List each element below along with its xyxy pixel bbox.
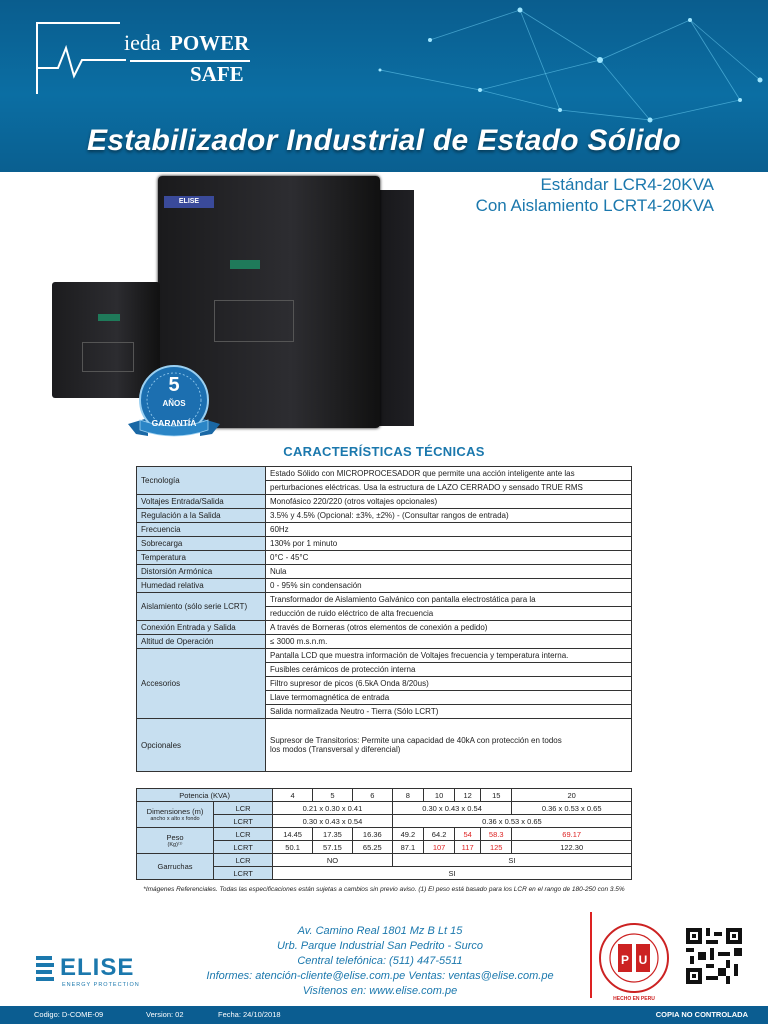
peso-cell: 117 [455, 841, 481, 854]
garruchas-label: Garruchas [137, 854, 214, 880]
spec-row [137, 509, 632, 523]
hecho-en-peru-seal-icon [596, 922, 672, 994]
spec-label: Voltajes Entrada/Salida [137, 495, 266, 509]
power-row [137, 802, 632, 815]
spec-value: ≤ 3000 m.s.n.m. [266, 635, 632, 649]
product-brand-plate: ELISE [164, 196, 214, 208]
qr-code-icon[interactable] [686, 928, 742, 984]
spec-value: Llave termomagnética de entrada [266, 691, 632, 705]
dim-label-cell [137, 802, 214, 828]
peso-cell: 107 [423, 841, 454, 854]
svg-text:P: P [620, 953, 630, 967]
spec-label: Tecnología [137, 467, 266, 495]
dim-cell: 0.21 x 0.30 x 0.41 [273, 802, 393, 815]
spec-row [137, 635, 632, 649]
kva-cell: 20 [512, 789, 632, 802]
power-table [136, 788, 632, 880]
spec-label: Regulación a la Salida [137, 509, 266, 523]
section-title: CARACTERÍSTICAS TÉCNICAS [283, 444, 485, 459]
dim-cell: 0.30 x 0.43 x 0.54 [273, 815, 393, 828]
elise-tagline: ENERGY PROTECTION [62, 982, 140, 988]
spec-row [137, 523, 632, 537]
spec-label: Frecuencia [137, 523, 266, 537]
peso-cell: 16.36 [352, 828, 392, 841]
spec-value: Filtro supresor de picos (6.5kA Onda 8/20us) [266, 677, 632, 691]
power-row [137, 828, 632, 841]
spec-row [137, 579, 632, 593]
kva-cell: 15 [481, 789, 512, 802]
spec-label: Conexión Entrada y Salida [137, 621, 266, 635]
spec-row [137, 551, 632, 565]
garr-cell: SI [273, 867, 632, 880]
dim-sub: ancho x alto x fondo [150, 816, 200, 822]
model-lcrt: LCRT [214, 841, 273, 854]
spec-value [266, 719, 632, 772]
spec-row [137, 621, 632, 635]
subtitle-standard: Estándar LCR4-20KVA [540, 175, 714, 194]
spec-table [136, 466, 632, 772]
peso-cell: 122.30 [512, 841, 632, 854]
svg-text:U: U [638, 953, 648, 967]
kva-cell: 6 [352, 789, 392, 802]
doc-status: COPIA NO CONTROLADA [655, 1010, 748, 1019]
warranty-years: 5 [168, 374, 180, 396]
spec-label: Sobrecarga [137, 537, 266, 551]
kva-cell: 4 [273, 789, 313, 802]
spec-value: 130% por 1 minuto [266, 537, 632, 551]
spec-row [137, 495, 632, 509]
spec-value: Monofásico 220/220 (otros voltajes opcionales) [266, 495, 632, 509]
phone-line: Central telefónica: (511) 447-5511 [297, 955, 463, 967]
product-label [214, 300, 294, 342]
dim-cell: 0.36 x 0.53 x 0.65 [392, 815, 631, 828]
spec-value: Fusibles cerámicos de protección interna [266, 663, 632, 677]
peso-cell: 54 [455, 828, 481, 841]
peso-cell: 17.35 [313, 828, 353, 841]
website-line[interactable]: Visítenos en: www.elise.com.pe [302, 985, 458, 997]
spec-value: Transformador de Aislamiento Galvánico con pantalla electrostática para la [266, 593, 632, 607]
kva-cell: 10 [423, 789, 454, 802]
doc-date: Fecha: 24/10/2018 [218, 1010, 281, 1019]
dim-label: Dimensiones (m) [146, 807, 204, 816]
doc-version: Version: 02 [146, 1010, 184, 1019]
garr-cell: NO [273, 854, 393, 867]
spec-row [137, 537, 632, 551]
peso-cell: 49.2 [392, 828, 423, 841]
spec-value: Pantalla LCD que muestra información de Voltajes frecuencia y temperatura interna. [266, 649, 632, 663]
spec-row [137, 719, 632, 772]
spec-value-line: Supresor de Transitorios: Permite una capacidad de 40kA con protección en todos [270, 736, 562, 745]
spec-row [137, 467, 632, 481]
spec-value: A través de Borneras (otros elementos de conexión a pedido) [266, 621, 632, 635]
peso-cell: 87.1 [392, 841, 423, 854]
logo-safe: SAFE [190, 62, 244, 86]
elise-logo-icon [34, 954, 56, 984]
spec-value: 3.5% y 4.5% (Opcional: ±3%, ±2%) - (Consultar rangos de entrada) [266, 509, 632, 523]
model-lcrt: LCRT [214, 815, 273, 828]
model-lcr: LCR [214, 802, 273, 815]
kva-cell: 5 [313, 789, 353, 802]
warranty-label-1: AÑOS [162, 399, 186, 408]
footnote: *Imágenes Referenciales. Todas las especificaciones están sujetas a cambios sin previo aviso. (1) El peso está basado para los LCR en el rango de 180-250 con 3.5% [143, 886, 625, 893]
header-banner [0, 0, 768, 172]
model-lcr: LCR [214, 854, 273, 867]
peso-cell: 57.15 [313, 841, 353, 854]
warranty-label-2: GARANTÍA [151, 418, 197, 428]
peso-cell: 65.25 [352, 841, 392, 854]
spec-value: Estado Sólido con MICROPROCESADOR que permite una acción inteligente ante las [266, 467, 632, 481]
power-header-row [137, 789, 632, 802]
power-row [137, 854, 632, 867]
spec-value: 60Hz [266, 523, 632, 537]
spec-value: Salida normalizada Neutro - Tierra (Sólo LCRT) [266, 705, 632, 719]
spec-row [137, 593, 632, 607]
footer-divider [590, 912, 592, 998]
product-small-lcd [98, 314, 120, 321]
power-header-label: Potencia (KVA) [137, 789, 273, 802]
peso-cell: 58.3 [481, 828, 512, 841]
spec-label: Opcionales [137, 719, 266, 772]
seal-text: HECHO EN PERU [613, 996, 655, 1002]
logo-ieda: ieda [124, 30, 161, 55]
spec-value: 0 - 95% sin condensación [266, 579, 632, 593]
spec-value: Nula [266, 565, 632, 579]
model-lcrt: LCRT [214, 867, 273, 880]
spec-value-line: los modos (Transversal y diferencial) [270, 745, 401, 754]
pulse-icon [36, 40, 126, 80]
spec-value: perturbaciones eléctricas. Usa la estructura de LAZO CERRADO y sensado TRUE RMS [266, 481, 632, 495]
subtitle-isolated: Con Aislamiento LCRT4-20KVA [475, 196, 714, 215]
garr-cell: SI [392, 854, 631, 867]
spec-row [137, 649, 632, 663]
spec-label: Accesorios [137, 649, 266, 719]
page-title: Estabilizador Industrial de Estado Sólido [86, 124, 682, 157]
model-lcr: LCR [214, 828, 273, 841]
logo-divider [130, 60, 250, 62]
kva-cell: 8 [392, 789, 423, 802]
spec-row [137, 565, 632, 579]
peso-cell: 14.45 [273, 828, 313, 841]
elise-logo-text: ELISE [60, 954, 135, 981]
peso-cell: 64.2 [423, 828, 454, 841]
address-line-1: Av. Camino Real 1801 Mz B Lt 15 [297, 925, 463, 937]
dim-cell: 0.30 x 0.43 x 0.54 [392, 802, 512, 815]
doc-code: Codigo: D-COME-09 [34, 1010, 104, 1019]
product-lcd [230, 260, 260, 269]
spec-label: Humedad relativa [137, 579, 266, 593]
logo-power: POWER [170, 31, 250, 55]
kva-cell: 12 [455, 789, 481, 802]
peso-cell: 50.1 [273, 841, 313, 854]
spec-value: reducción de ruido eléctrico de alta frecuencia [266, 607, 632, 621]
spec-value: 0°C - 45°C [266, 551, 632, 565]
emails-line[interactable]: Informes: atención-cliente@elise.com.pe Ventas: ventas@elise.com.pe [206, 970, 554, 982]
footer-bar [0, 1006, 768, 1024]
peso-label-cell [137, 828, 214, 854]
peso-label: Peso [166, 833, 184, 842]
spec-label: Temperatura [137, 551, 266, 565]
spec-label: Aislamiento (sólo serie LCRT) [137, 593, 266, 621]
peso-cell: 69.17 [512, 828, 632, 841]
dim-cell: 0.36 x 0.53 x 0.65 [512, 802, 632, 815]
peso-cell: 125 [481, 841, 512, 854]
spec-label: Distorsión Armónica [137, 565, 266, 579]
address-line-2: Urb. Parque Industrial San Pedrito - Surco [276, 940, 484, 952]
peso-sub: (Kg)⁽¹⁾ [167, 842, 183, 848]
spec-label: Altitud de Operación [137, 635, 266, 649]
